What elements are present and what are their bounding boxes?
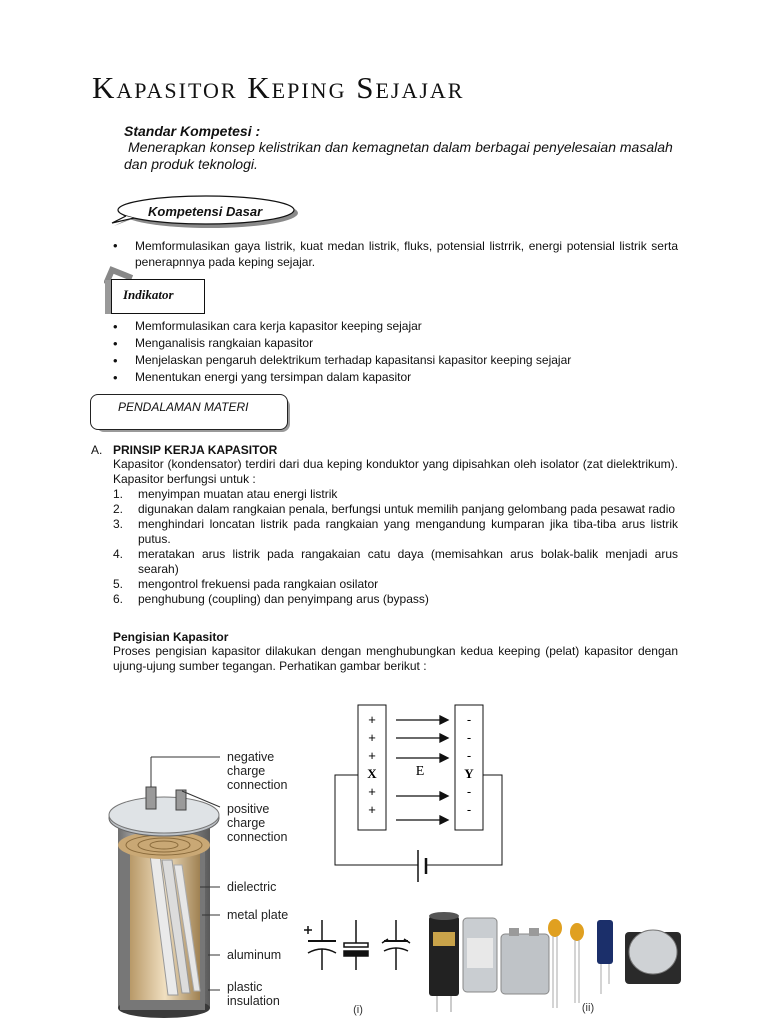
list-text: meratakan arus listrik pada rangakaian catu daya (memisahkan arus bolak-balik menjadi arus searah): [138, 547, 678, 576]
plate-y-sign: -: [466, 784, 472, 799]
plate-y-label: Y: [464, 766, 474, 781]
caption-ii: (ii): [581, 1002, 595, 1014]
list-number: 3.: [113, 517, 124, 531]
kompetensi-list: [110, 238, 678, 270]
list-number: 1.: [113, 487, 124, 501]
list-item: [113, 592, 678, 607]
list-number: 2.: [113, 502, 124, 516]
plate-y-sign: -: [466, 802, 472, 817]
plate-y-sign: -: [466, 748, 472, 763]
svg-text:negative charge connec: negative charge connection positive charge connection dielectric metal plate aluminum plastic insulation: [227, 750, 289, 1008]
capacitor-photos: [425, 908, 700, 1020]
list-item: • Memformulasikan gaya listrik, kuat medan listrik, fluks, potensial listrrik, energi potensial listrik serta penerapnnya pada keping sejajar.: [110, 238, 678, 270]
caption-i: (i): [353, 1004, 363, 1016]
list-item: • Menganalisis rangkaian kapasitor: [110, 335, 678, 352]
list-item: [113, 502, 678, 517]
indikator-list: [110, 318, 678, 386]
label-plastic-insulation: plastic: [227, 980, 263, 994]
list-item: [113, 517, 678, 547]
plate-x-sign: +: [368, 748, 376, 763]
plate-y-sign: -: [466, 730, 472, 745]
standar-heading: Standar Kompetesi :: [124, 123, 261, 139]
plate-x-label: X: [367, 766, 377, 781]
list-item: • Menjelaskan pengaruh delektrikum terhadap kapasitansi kapasitor keeping sejajar: [110, 352, 678, 369]
capacitor-cutaway-figure: [90, 745, 310, 1020]
standar-text: Menerapkan konsep kelistrikan dan kemagnetan dalam berbagai penyelesaian masalah dan produk teknologi.: [124, 139, 673, 172]
functions-list: [113, 487, 678, 607]
label-negative-charge: negative: [227, 750, 275, 764]
plate-y-sign: -: [466, 712, 472, 727]
list-item: [113, 487, 678, 502]
section-a-intro: Kapasitor (kondensator) terdiri dari dua keping konduktor yang dipisahkan oleh isolator (zat dielektrikum). Kapasitor berfungsi untuk :: [113, 457, 678, 486]
indikator-label: Indikator: [123, 287, 174, 302]
kompetensi-label: Kompetensi Dasar: [148, 204, 263, 219]
plate-x-sign: +: [368, 802, 376, 817]
list-number: 6.: [113, 592, 124, 606]
plate-x-sign: +: [368, 730, 376, 745]
list-text: menghindari loncatan listrik pada rangkaian yang mengandung kumparan jika tiba-tiba arus listrik putus.: [138, 517, 678, 546]
list-text: digunakan dalam rangkaian penala, berfungsi untuk memilih panjang gelombang pada pesawat radio: [138, 502, 676, 516]
plate-x-sign: +: [368, 784, 376, 799]
pengisian-heading: Pengisian Kapasitor: [113, 630, 229, 644]
list-item: [113, 577, 678, 592]
label-positive-charge: positive: [227, 802, 270, 816]
parallel-plate-circuit: [330, 700, 510, 890]
list-item: • Menentukan energi yang tersimpan dalam kapasitor: [110, 369, 678, 386]
pendalaman-label: PENDALAMAN MATERI: [118, 400, 249, 414]
list-item: • Memformulasikan cara kerja kapasitor keeping sejajar: [110, 318, 678, 335]
list-text: penghubung (coupling) dan penyimpang arus (bypass): [138, 592, 429, 606]
label-metal-plate: metal plate: [227, 908, 289, 922]
list-text: menyimpan muatan atau energi listrik: [138, 487, 338, 501]
capacitor-symbols: [300, 915, 420, 1020]
list-number: 5.: [113, 577, 124, 591]
label-dielectric: dielectric: [227, 880, 277, 894]
pengisian-text: Proses pengisian kapasitor dilakukan dengan menghubungkan kedua keeping (pelat) kapasitor dengan ujung-ujung sumber tegangan. Perhatikan gambar berikut :: [113, 644, 678, 673]
list-item: [113, 547, 678, 577]
list-number: 4.: [113, 547, 124, 561]
field-label: E: [415, 764, 425, 779]
list-text: mengontrol frekuensi pada rangkaian osilator: [138, 577, 379, 591]
section-a-title: PRINSIP KERJA KAPASITOR: [113, 443, 278, 457]
page-title: Kapasitor Keping Sejajar: [92, 70, 465, 105]
plate-x-sign: +: [368, 712, 376, 727]
label-aluminum: aluminum: [227, 948, 282, 962]
section-a-letter: A.: [91, 443, 103, 457]
